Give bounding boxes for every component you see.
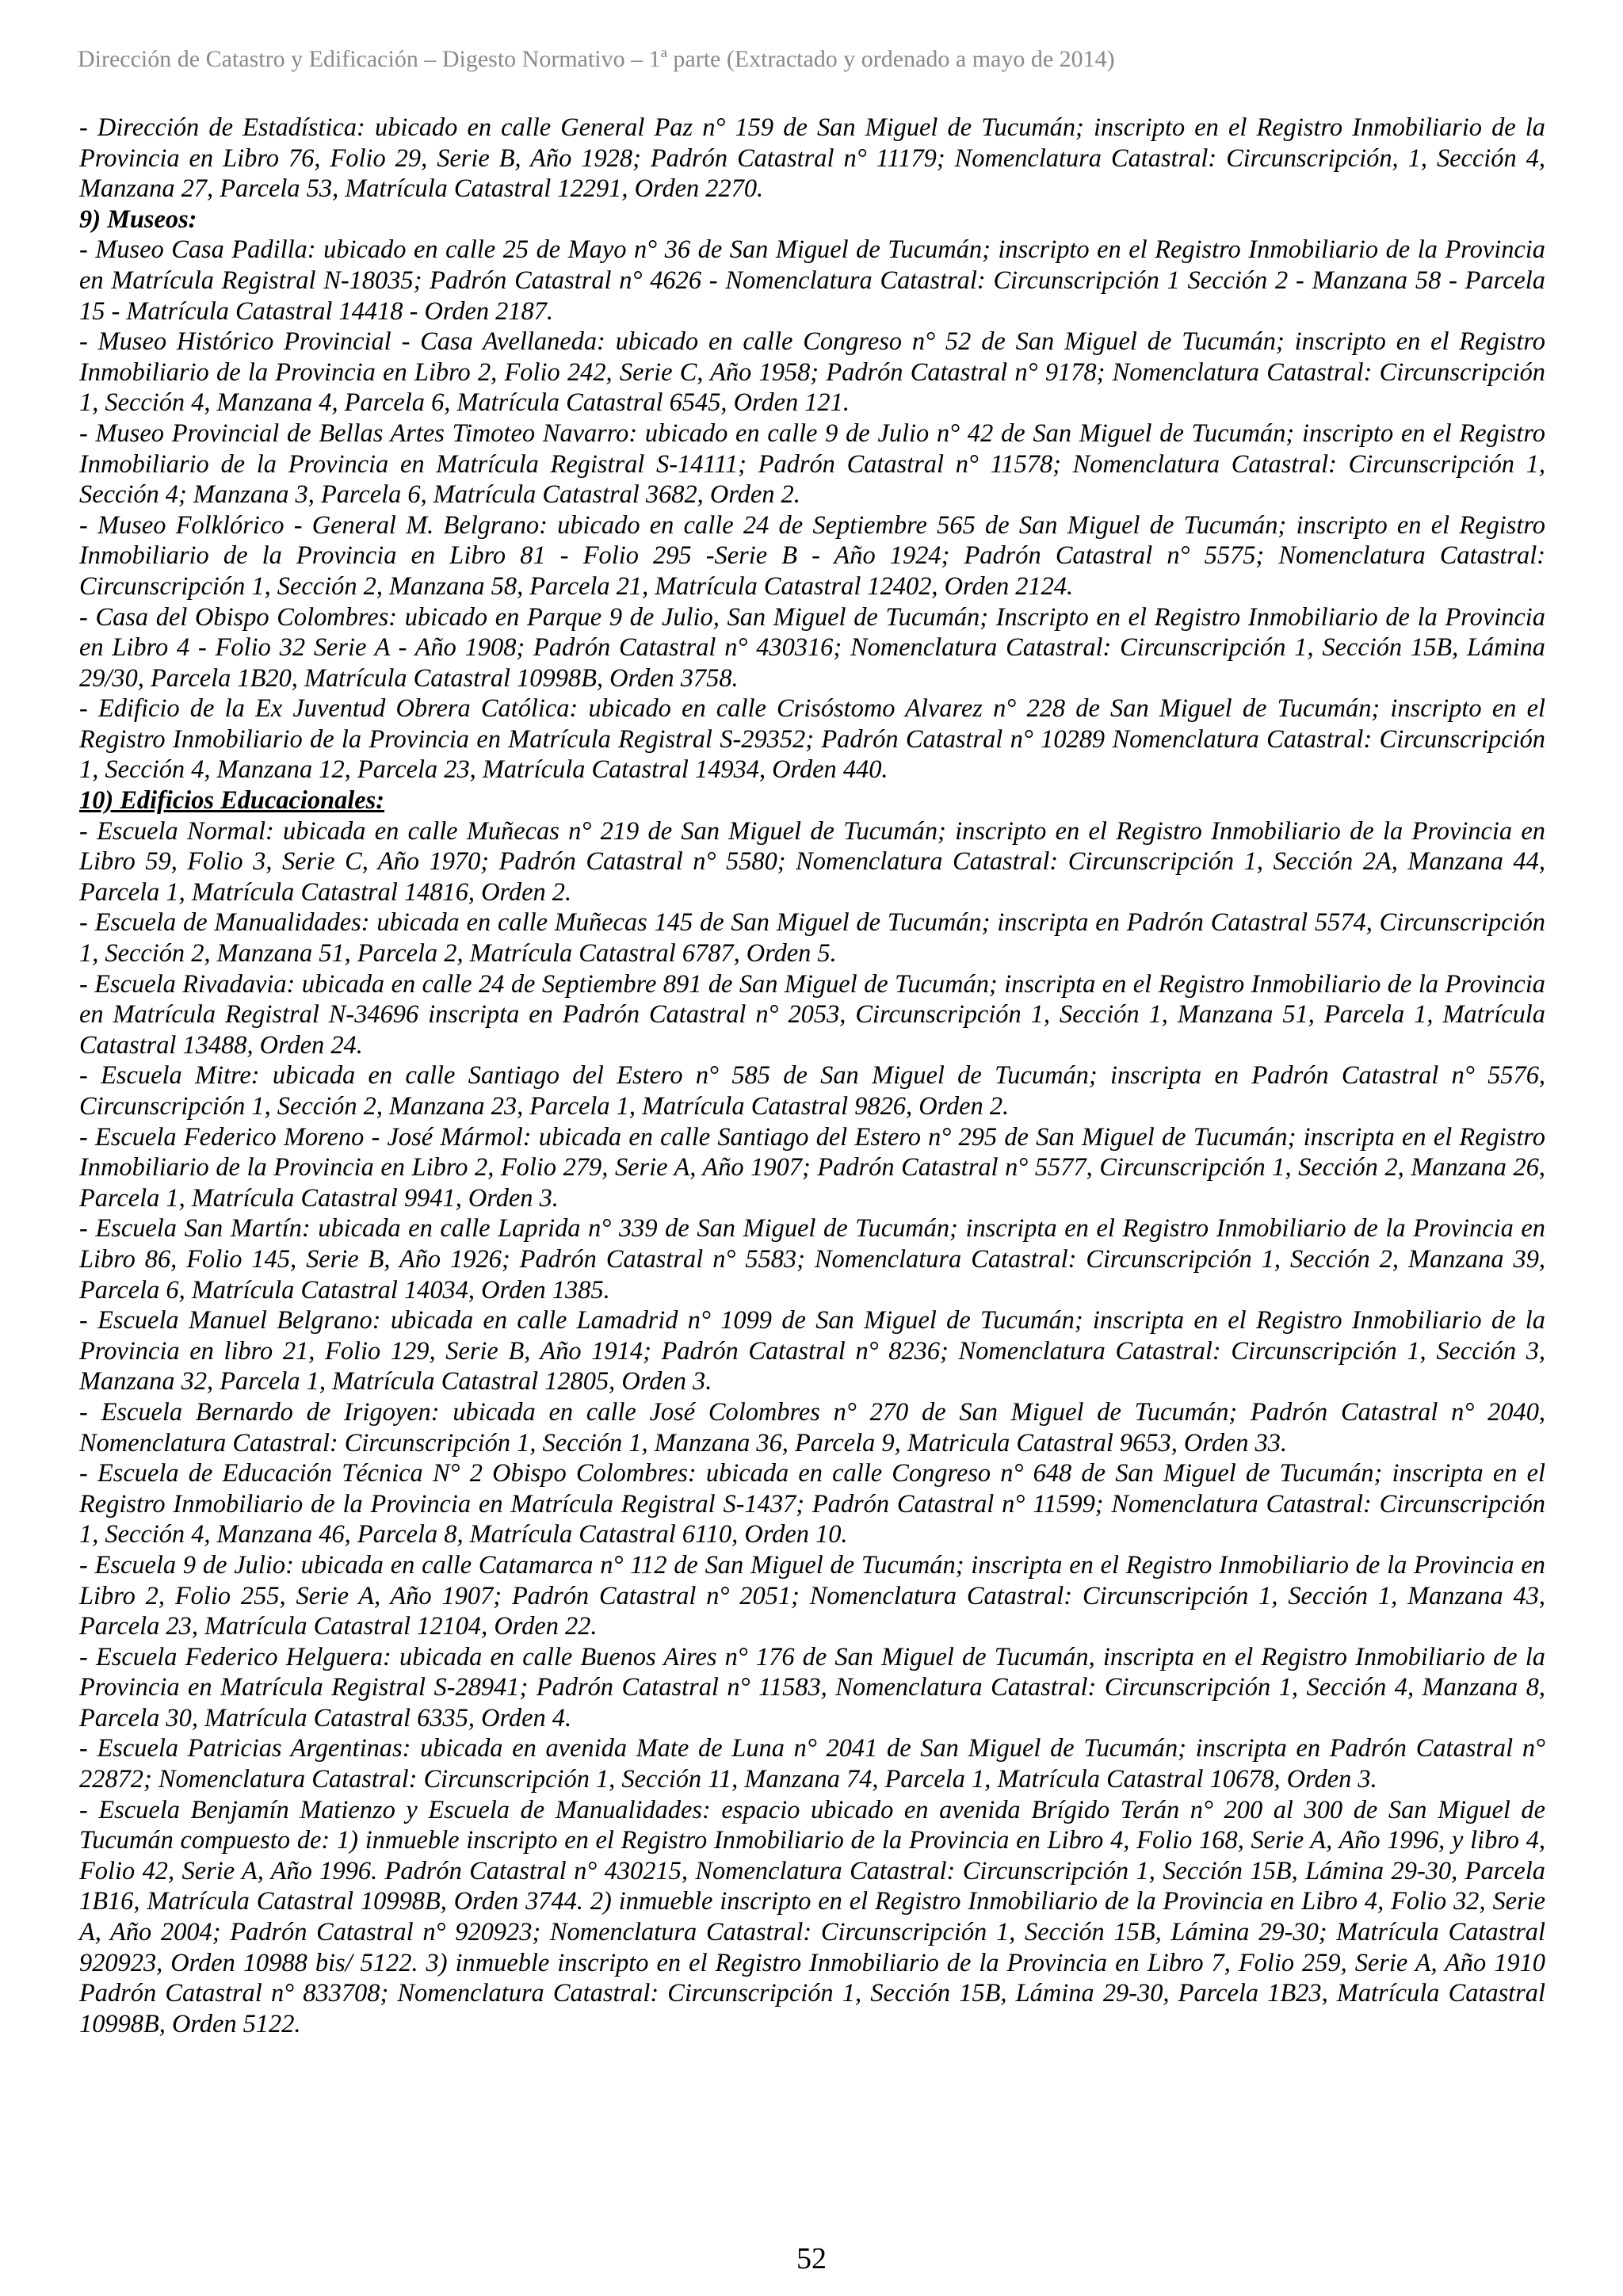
section-heading-edificios-educacionales xyxy=(79,785,1545,816)
paragraph-escuela-rivadavia: - Escuela Rivadavia: ubicada en calle 24 de Septiembre 891 de San Miguel de Tucumán; inscripta en el Registro Inmobiliario de la Provincia en Matrícula Registral N-34696 inscripta en Padrón Catastral n° 2053, Circunscripción 1, Sección 1, Manzana 51, Parcela 1, Matrícula Catastral 13488, Orden 24. xyxy=(79,969,1545,1060)
paragraph-escuela-normal: - Escuela Normal: ubicada en calle Muñecas n° 219 de San Miguel de Tucumán; inscripto en el Registro Inmobiliario de la Provincia en Libro 59, Folio 3, Serie C, Año 1970; Padrón Catastral n° 5580; Nomenclatura Catastral: Circunscripción 1, Sección 2A, Manzana 44, Parcela 1, Matrícula Catastral 14816, Orden 2. xyxy=(79,816,1545,907)
paragraph-escuela-san-martin: - Escuela San Martín: ubicada en calle Laprida n° 339 de San Miguel de Tucumán; inscripta en el Registro Inmobiliario de la Provincia en Libro 86, Folio 145, Serie B, Año 1926; Padrón Catastral n° 5583; Nomenclatura Catastral: Circunscripción 1, Sección 2, Manzana 39, Parcela 6, Matrícula Catastral 14034, Orden 1385. xyxy=(79,1214,1545,1305)
paragraph-escuela-9-de-julio: - Escuela 9 de Julio: ubicada en calle Catamarca n° 112 de San Miguel de Tucumán; inscripta en el Registro Inmobiliario de la Provincia en Libro 2, Folio 255, Serie A, Año 1907; Padrón Catastral n° 2051; Nomenclatura Catastral: Circunscripción 1, Sección 1, Manzana 43, Parcela 23, Matrícula Catastral 12104, Orden 22. xyxy=(79,1550,1545,1641)
page-number: 52 xyxy=(796,2242,827,2275)
paragraph-escuela-benjamin-matienzo: - Escuela Benjamín Matienzo y Escuela de Manualidades: espacio ubicado en avenida Brígido Terán n° 200 al 300 de San Miguel de Tucumán compuesto de: 1) inmueble inscripto en el Registro Inmobiliario de la Provincia en Libro 4, Folio 168, Serie A, Año 1996, y libro 4, Folio 42, Serie A, Año 1996. Padrón Catastral n° 430215, Nomenclatura Catastral: Circunscripción 1, Sección 15B, Lámina 29-30, Parcela 1B16, Matrícula Catastral 10998B, Orden 3744. 2) inmueble inscripto en el Registro Inmobiliario de la Provincia en Libro 4, Folio 32, Serie A, Año 2004; Padrón Catastral n° 920923; Nomenclatura Catastral: Circunscripción 1, Sección 15B, Lámina 29-30; Matrícula Catastral 920923, Orden 10988 bis/ 5122. 3) inmueble inscripto en el Registro Inmobiliario de la Provincia en Libro 7, Folio 259, Serie A, Año 1910 Padrón Catastral n° 833708; Nomenclatura Catastral: Circunscripción 1, Sección 15B, Lámina 29-30, Parcela 1B23, Matrícula Catastral 10998B, Orden 5122. xyxy=(79,1795,1545,2038)
paragraph-ex-juventud-obrera: - Edificio de la Ex Juventud Obrera Católica: ubicado en calle Crisóstomo Alvarez n° 228 de San Miguel de Tucumán; inscripto en el Registro Inmobiliario de la Provincia en Matrícula Registral S-29352; Padrón Catastral n° 10289 Nomenclatura Catastral: Circunscripción 1, Sección 4, Manzana 12, Parcela 23, Matrícula Catastral 14934, Orden 440. xyxy=(79,694,1545,785)
running-header: Dirección de Catastro y Edificación – Digesto Normativo – 1ª parte (Extractado y ordenado a mayo de 2014) xyxy=(78,46,1115,72)
section-heading-text: 10) Edificios Educacionales: xyxy=(79,786,385,816)
section-heading-museos: 9) Museos: xyxy=(79,204,197,234)
paragraph-museo-folklorico: - Museo Folklórico - General M. Belgrano: ubicado en calle 24 de Septiembre 565 de San Miguel de Tucumán; inscripto en el Registro Inmobiliario de la Provincia en Libro 81 - Folio 295 -Serie B - Año 1924; Padrón Catastral n° 5575; Nomenclatura Catastral: Circunscripción 1, Sección 2, Manzana 58, Parcela 21, Matrícula Catastral 12402, Orden 2124. xyxy=(79,510,1545,601)
paragraph-escuela-mitre: - Escuela Mitre: ubicada en calle Santiago del Estero n° 585 de San Miguel de Tucumán; inscripta en Padrón Catastral n° 5576, Circunscripción 1, Sección 2, Manzana 23, Parcela 1, Matrícula Catastral 9826, Orden 2. xyxy=(79,1061,1545,1121)
paragraph-museo-historico: - Museo Histórico Provincial - Casa Avellaneda: ubicado en calle Congreso n° 52 de San Miguel de Tucumán; inscripto en el Registro Inmobiliario de la Provincia en Libro 2, Folio 242, Serie C, Año 1958; Padrón Catastral n° 9178; Nomenclatura Catastral: Circunscripción 1, Sección 4, Manzana 4, Parcela 6, Matrícula Catastral 6545, Orden 121. xyxy=(79,327,1545,418)
paragraph-escuela-manualidades: - Escuela de Manualidades: ubicada en calle Muñecas 145 de San Miguel de Tucumán; inscripta en Padrón Catastral 5574, Circunscripción 1, Sección 2, Manzana 51, Parcela 2, Matrícula Catastral 6787, Orden 5. xyxy=(79,908,1545,968)
document-body xyxy=(79,113,1545,2039)
paragraph-escuela-patricias-argentinas: - Escuela Patricias Argentinas: ubicada en avenida Mate de Luna n° 2041 de San Miguel de Tucumán; inscripta en Padrón Catastral n° 22872; Nomenclatura Catastral: Circunscripción 1, Sección 11, Manzana 74, Parcela 1, Matrícula Catastral 10678, Orden 3. xyxy=(79,1734,1545,1794)
paragraph-escuela-tecnica-2: - Escuela de Educación Técnica N° 2 Obispo Colombres: ubicada en calle Congreso n° 648 de San Miguel de Tucumán; inscripta en el Registro Inmobiliario de la Provincia en Matrícula Registral S-1437; Padrón Catastral n° 11599; Nomenclatura Catastral: Circunscripción 1, Sección 4, Manzana 46, Parcela 8, Matrícula Catastral 6110, Orden 10. xyxy=(79,1459,1545,1549)
paragraph-museo-bellas-artes: - Museo Provincial de Bellas Artes Timoteo Navarro: ubicado en calle 9 de Julio n° 42 de San Miguel de Tucumán; inscripto en el Registro Inmobiliario de la Provincia en Matrícula Registral S-14111; Padrón Catastral n° 11578; Nomenclatura Catastral: Circunscripción 1, Sección 4; Manzana 3, Parcela 6, Matrícula Catastral 3682, Orden 2. xyxy=(79,418,1545,510)
paragraph-escuela-bernardo-irigoyen: - Escuela Bernardo de Irigoyen: ubicada en calle José Colombres n° 270 de San Miguel de Tucumán; Padrón Catastral n° 2040, Nomenclatura Catastral: Circunscripción 1, Sección 1, Manzana 36, Parcela 9, Matricula Catastral 9653, Orden 33. xyxy=(79,1397,1545,1457)
paragraph-direccion-estadistica: - Dirección de Estadística: ubicado en calle General Paz n° 159 de San Miguel de Tucumán; inscripto en el Registro Inmobiliario de la Provincia en Libro 76, Folio 29, Serie B, Año 1928; Padrón Catastral n° 11179; Nomenclatura Catastral: Circunscripción, 1, Sección 4, Manzana 27, Parcela 53, Matrícula Catastral 12291, Orden 2270. xyxy=(79,113,1545,204)
paragraph-casa-obispo-colombres: - Casa del Obispo Colombres: ubicado en Parque 9 de Julio, San Miguel de Tucumán; Inscripto en el Registro Inmobiliario de la Provincia en Libro 4 - Folio 32 Serie A - Año 1908; Padrón Catastral n° 430316; Nomenclatura Catastral: Circunscripción 1, Sección 15B, Lámina 29/30, Parcela 1B20, Matrícula Catastral 10998B, Orden 3758. xyxy=(79,602,1545,693)
paragraph-escuela-federico-moreno: - Escuela Federico Moreno - José Mármol: ubicada en calle Santiago del Estero n° 295 de San Miguel de Tucumán; inscripta en el Registro Inmobiliario de la Provincia en Libro 2, Folio 279, Serie A, Año 1907; Padrón Catastral n° 5577, Circunscripción 1, Sección 2, Manzana 26, Parcela 1, Matrícula Catastral 9941, Orden 3. xyxy=(79,1122,1545,1213)
paragraph-escuela-federico-helguera: - Escuela Federico Helguera: ubicada en calle Buenos Aires n° 176 de San Miguel de Tucumán, inscripta en el Registro Inmobiliario de la Provincia en Matrícula Registral S-28941; Padrón Catastral n° 11583, Nomenclatura Catastral: Circunscripción 1, Sección 4, Manzana 8, Parcela 30, Matrícula Catastral 6335, Orden 4. xyxy=(79,1642,1545,1733)
paragraph-escuela-manuel-belgrano: - Escuela Manuel Belgrano: ubicada en calle Lamadrid n° 1099 de San Miguel de Tucumán; inscripta en el Registro Inmobiliario de la Provincia en libro 21, Folio 129, Serie B, Año 1914; Padrón Catastral n° 8236; Nomenclatura Catastral: Circunscripción 1, Sección 3, Manzana 32, Parcela 1, Matrícula Catastral 12805, Orden 3. xyxy=(79,1306,1545,1396)
paragraph-museo-casa-padilla: - Museo Casa Padilla: ubicado en calle 25 de Mayo n° 36 de San Miguel de Tucumán; inscripto en el Registro Inmobiliario de la Provincia en Matrícula Registral N-18035; Padrón Catastral n° 4626 - Nomenclatura Catastral: Circunscripción 1 Sección 2 - Manzana 58 - Parcela 15 - Matrícula Catastral 14418 - Orden 2187. xyxy=(79,235,1545,326)
